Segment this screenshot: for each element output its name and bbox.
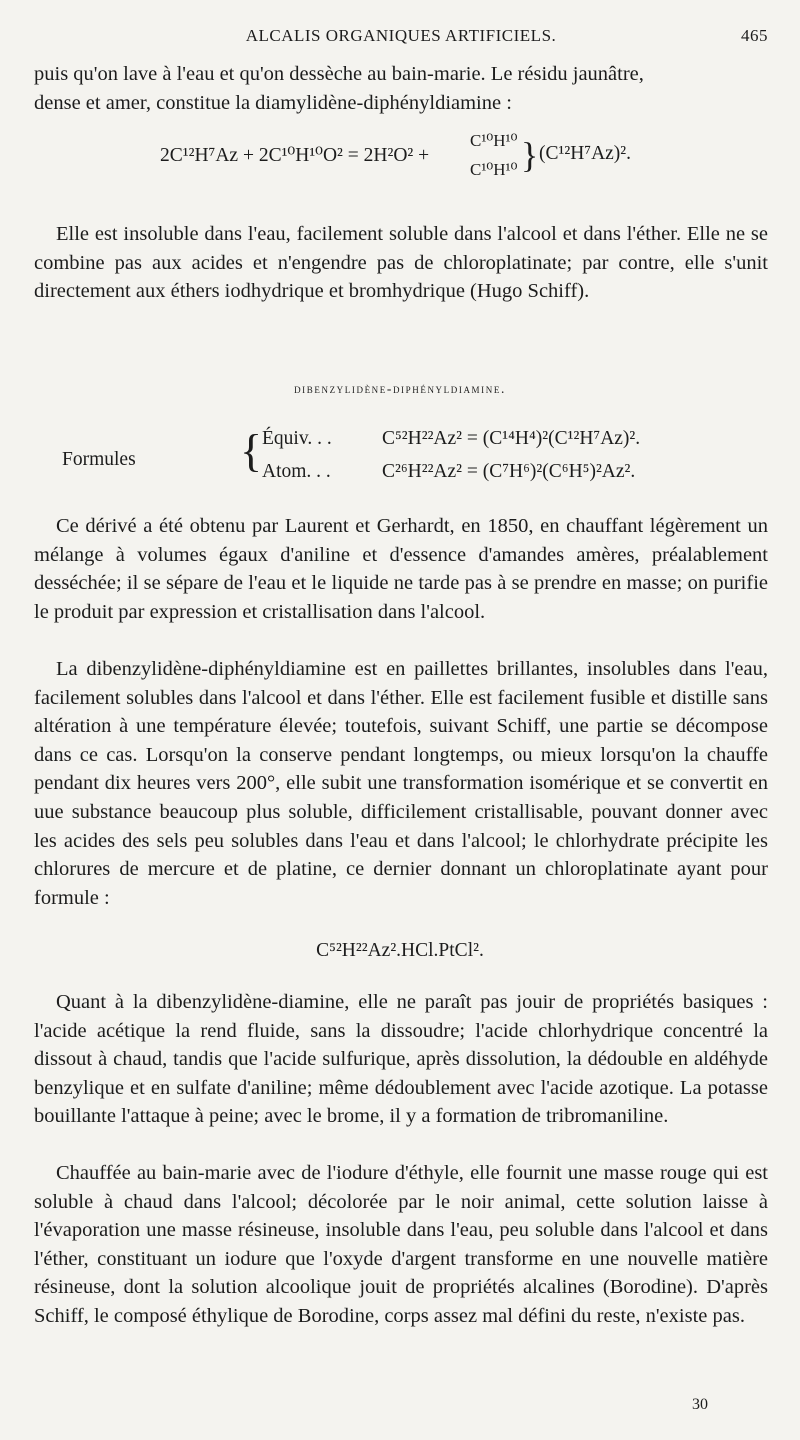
paragraph-intro-line-1: puis qu'on lave à l'eau et qu'on dessèche au bain-marie. Le résidu jaunâtre, [34,63,644,85]
paragraph-description [34,655,768,912]
running-header [34,26,768,50]
paragraph-properties [34,220,768,306]
equation-fraction-top: C¹⁰H¹⁰ [470,131,518,150]
paragraph-ethyl-iodide-text: Chauffée au bain-marie avec de l'iodure d'éthyle, elle fournit une masse rouge qui est soluble à chaud dans l'alcool; décolorée par le noir animal, cette solution laisse à l'évaporation une masse résineuse, insoluble dans l'eau, peu soluble dans l'alcool et dans l'éther, constituant un iodure que l'oxyde d'argent transforme en une nouvelle matière résineuse, dont la solution alcoolique jouit de propriétés alcalines (Borodine). D'après Schiff, le composé éthylique de Borodine, corps assez mal défini du reste, n'existe pas. [34,1162,768,1327]
equation-left: 2C¹²H⁷Az + 2C¹⁰H¹⁰O² = 2H²O² + [160,145,430,166]
section-heading: dibenzylidène-diphényldiamine. [294,381,506,396]
formula-atom-label: Atom. . . [262,461,331,482]
equation-fraction-bottom: C¹⁰H¹⁰ [470,160,518,179]
paragraph-diamine-text: Quant à la dibenzylidène-diamine, elle ne paraît pas jouir de propriétés basiques : l'acide acétique la rend fluide, sans la dissoudre; l'acide chlorhydrique concentré la dissout à chaud, tandis que l'acide sulfurique, après dissolution, la dédouble en aldéhyde benzylique et en sulfate d'aniline; même dédoublement avec l'acide azotique. La potasse bouillante l'attaque à peine; avec le brome, il y a formation de tribromaniline. [34,991,768,1128]
paragraph-properties-text: Elle est insoluble dans l'eau, facilement soluble dans l'alcool et dans l'éther. Elle ne se combine pas aux acides et n'engendre pas de chloroplatinate; par contre, elle s'unit directement aux éthers iodhydrique et bromhydrique (Hugo Schiff). [34,223,768,303]
formula-equiv: C⁵²H²²Az² = (C¹⁴H⁴)²(C¹²H⁷Az)². [382,428,641,449]
page-number: 465 [741,26,768,45]
paragraph-preparation-text: Ce dérivé a été obtenu par Laurent et Gerhardt, en 1850, en chauffant légèrement un mélange à volumes égaux d'aniline et d'essence d'amandes amères, préalablement desséchée; il se sépare de l'eau et le liquide ne tarde pas à se prendre en masse; on purifie le produit par expression et cristallisation dans l'alcool. [34,515,768,623]
equation-chloroplatinate: C⁵²H²²Az².HCl.PtCl². [316,940,484,961]
equation-brace: } [521,135,539,175]
paragraph-diamine [34,988,768,1131]
formulas-label: Formules [62,449,136,470]
paragraph-intro-line-2: dense et amer, constitue la diamylidène-diphényldiamine : [34,91,512,114]
formulas-brace: { [240,425,263,476]
paragraph-description-text: La dibenzylidène-diphényldiamine est en paillettes brillantes, insolubles dans l'eau, facilement solubles dans l'alcool et dans l'éther. Elle est facilement fusible et distille sans altération à une température élevée; toutefois, suivant Schiff, une partie se décompose dans ce cas. Lorsqu'on la conserve pendant longtemps, ou mieux lorsqu'on la chauffe pendant dix heures vers 200°, elle subit une transformation isomérique et se convertit en uue substance beaucoup plus soluble, difficilement cristallisable, pouvant donner avec les acides des sels peu solubles dans l'eau et dans l'alcool; le chlorhydrate précipite les chlorures de mercure et de platine, ce dernier donnant un chloroplatinate ayant pour formule : [34,658,768,909]
equation-right: (C¹²H⁷Az)². [539,143,632,164]
signature-mark: 30 [692,1396,708,1413]
running-title: ALCALIS ORGANIQUES ARTIFICIELS. [245,26,557,45]
formula-atom: C²⁶H²²Az² = (C⁷H⁶)²(C⁶H⁵)²Az². [382,461,636,482]
formula-equiv-label: Équiv. . . [262,428,332,449]
paragraph-ethyl-iodide [34,1159,768,1331]
paragraph-intro [34,60,768,117]
paragraph-preparation [34,512,768,626]
